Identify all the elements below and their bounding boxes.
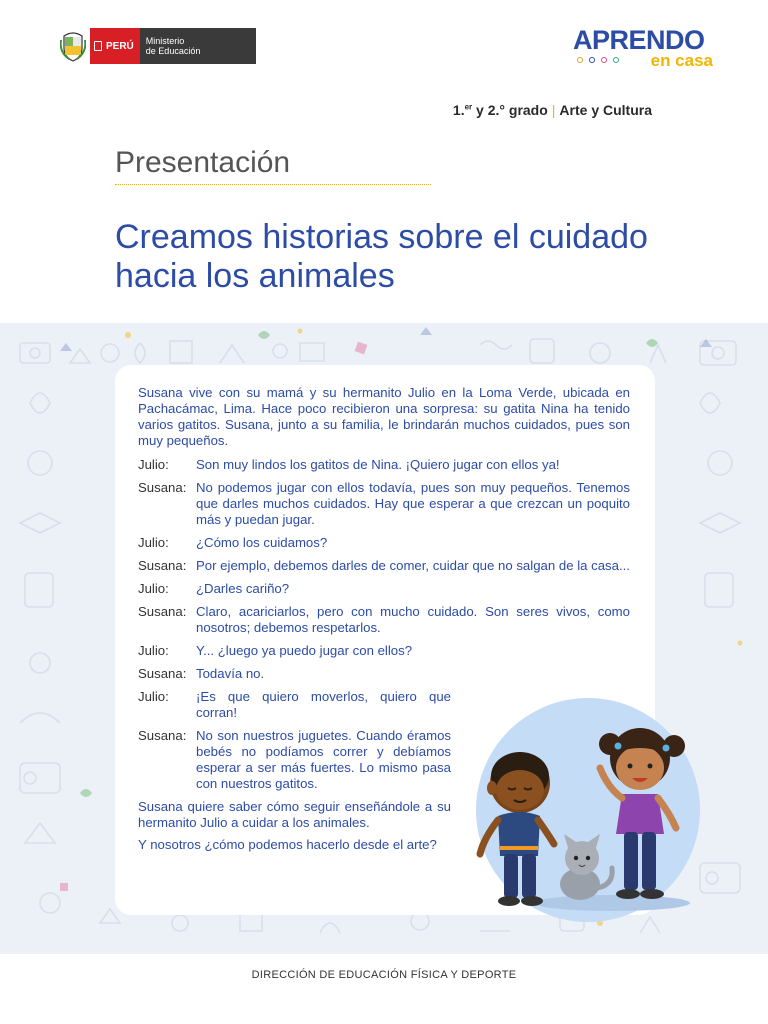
dialogue-speaker: Susana: [138, 480, 187, 495]
dialogue-text: Son muy lindos los gatitos de Nina. ¡Quiero jugar con ellos ya! [196, 457, 560, 472]
story-outro-2: Y nosotros ¿cómo podemos hacerlo desde el arte? [138, 837, 437, 852]
grade-level-1: 1. [452, 102, 465, 118]
dialogue-line [138, 581, 630, 597]
section-divider [115, 184, 431, 185]
dialogue-line [138, 666, 630, 682]
ministry-name [140, 28, 256, 64]
grade-separator: | [551, 102, 556, 118]
ministry-line-1: Ministerio [145, 36, 185, 46]
grade-level-rest: y 2.° grado [472, 102, 548, 118]
brand-top: APRENDO [573, 25, 705, 55]
dialogue-text: Por ejemplo, debemos darles de comer, cuidar que no salgan de la casa... [196, 558, 630, 573]
dialogue-line [138, 535, 630, 551]
dialogue-speaker: Susana: [138, 558, 187, 573]
children-with-kitten-illustration [462, 698, 708, 928]
dialogue-line [138, 643, 630, 659]
subject: Arte y Cultura [559, 102, 652, 118]
dialogue-line [138, 457, 630, 473]
story-intro: Susana vive con su mamá y su hermanito Julio en la Loma Verde, ubicada en Pachacámac, Lima. Hace poco recibieron una sorpresa: su gatita Nina ha tenido varios gatitos. Susana, junto a su familia, le brindarán muchos cuidados, pues son muy pequeños. [138, 385, 630, 448]
country-text: PERÚ [106, 40, 134, 52]
dialogue-text: ¡Es que quiero moverlos, quiero que corran! [196, 689, 451, 720]
dialogue-speaker: Julio: [138, 581, 169, 596]
dialogue-speaker: Julio: [138, 457, 169, 472]
dialogue-speaker: Susana: [138, 604, 187, 619]
dialogue-line [138, 604, 630, 636]
page-title: Creamos historias sobre el cuidado hacia los animales [115, 218, 648, 295]
grade-level-1-sup: er [464, 102, 473, 112]
dialogue-text: No podemos jugar con ellos todavía, pues son muy pequeños. Tenemos que darles muchos cuidados. Hay que esperar a que crezcan un poquito más y puedan jugar. [196, 480, 630, 527]
dialogue-text: ¿Cómo los cuidamos? [196, 535, 328, 550]
footer-text: DIRECCIÓN DE EDUCACIÓN FÍSICA Y DEPORTE [251, 969, 517, 981]
story-outro-1: Susana quiere saber cómo seguir enseñándole a su hermanito Julio a cuidar a los animales. [138, 799, 451, 830]
flag-icon [94, 41, 102, 51]
dialogue-speaker: Julio: [138, 643, 169, 658]
dialogue-text: Y... ¿luego ya puedo jugar con ellos? [196, 643, 413, 658]
aprendo-en-casa-logo [573, 26, 715, 70]
dialogue-text: ¿Darles cariño? [196, 581, 290, 596]
dialogue-speaker: Julio: [138, 535, 169, 550]
brand-bottom: en casa [650, 51, 713, 70]
ministry-line-2: de Educación [145, 46, 201, 56]
dialogue-speaker: Susana: [138, 666, 187, 681]
dialogue-speaker: Julio: [138, 689, 169, 704]
country-label [90, 28, 140, 64]
dialogue-text: Claro, acariciarlos, pero con mucho cuidado. Son seres vivos, como nosotros; debemos respetarlos. [196, 604, 630, 635]
ministry-logo [60, 28, 256, 64]
dialogue-line [138, 558, 630, 574]
grade-subject [453, 102, 652, 118]
brand-dots-icon [577, 57, 619, 63]
dialogue-speaker: Susana: [138, 728, 187, 743]
dialogue-line [138, 480, 630, 528]
dialogue-text: No son nuestros juguetes. Cuando éramos bebés no podíamos correr y debíamos esperar a ser más fuertes. Lo mismo pasa con nuestros gatitos. [196, 728, 451, 791]
dialogue-text: Todavía no. [196, 666, 265, 681]
coat-of-arms-icon [60, 30, 86, 62]
section-heading: Presentación [115, 146, 291, 179]
